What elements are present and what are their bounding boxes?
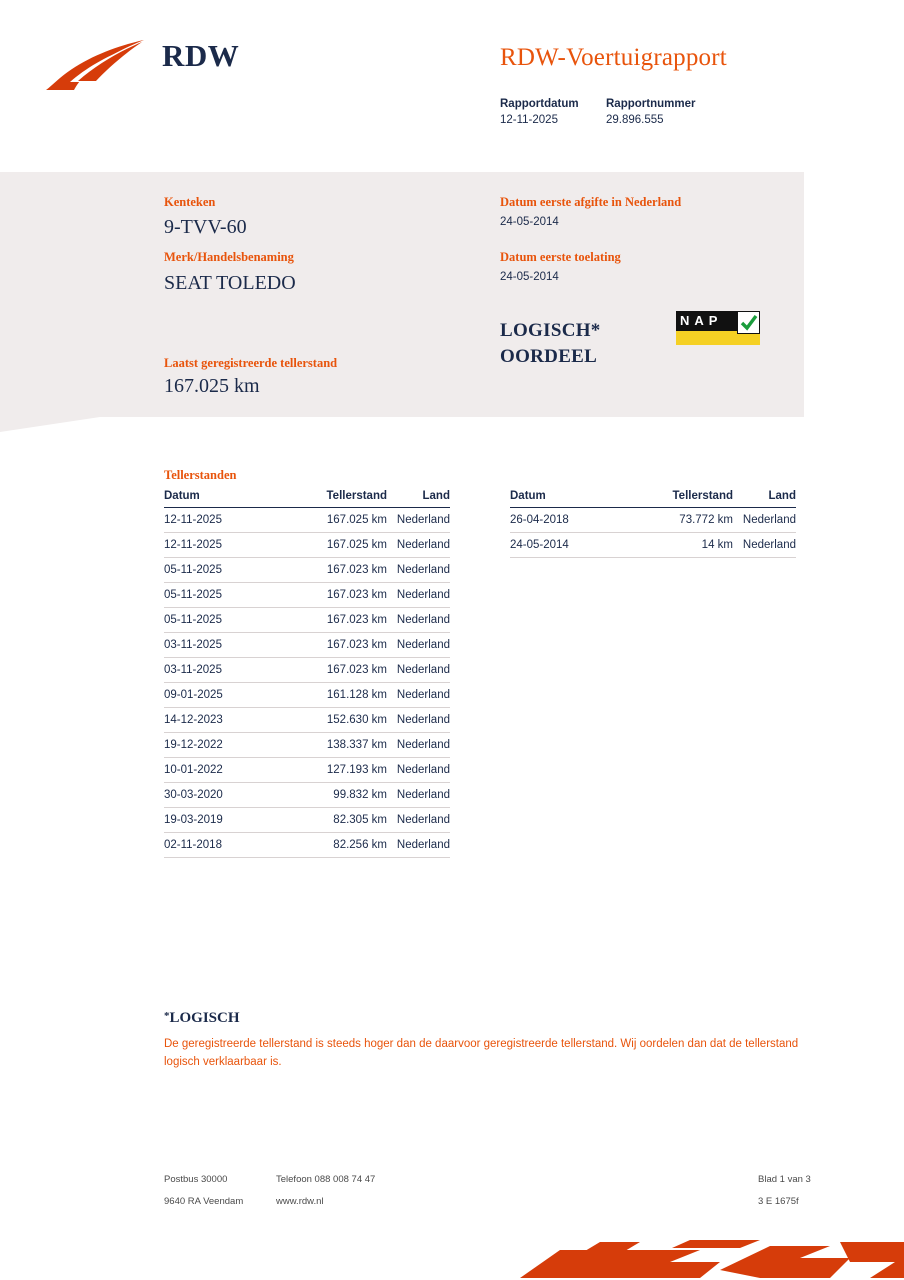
bottom-decorative-graphic (0, 1240, 904, 1280)
panel-corner-notch (0, 417, 100, 432)
rapportdatum-value: 12-11-2025 (500, 114, 558, 126)
cell-tellerstand: 127.193 km (282, 758, 387, 783)
nap-logo-text: NAP (676, 311, 760, 331)
cell-tellerstand: 152.630 km (282, 708, 387, 733)
eerste-afgifte-value: 24-05-2014 (500, 216, 559, 228)
table-row (164, 583, 450, 608)
cell-land: Nederland (387, 758, 450, 783)
cell-datum: 12-11-2025 (164, 508, 282, 533)
document-footer (0, 1160, 904, 1240)
table-row (510, 533, 796, 558)
table-row (164, 608, 450, 633)
eerste-toelating-value: 24-05-2014 (500, 271, 559, 283)
cell-land: Nederland (387, 783, 450, 808)
footnote-body: De geregistreerde tellerstand is steeds hoger dan de daarvoor geregistreerde tellerstand. Wij oordelen dan dat de tellerstand logisch verklaarbaar is. (164, 1038, 799, 1068)
footer-page-number: Blad 1 van 3 (758, 1174, 811, 1185)
cell-land: Nederland (733, 508, 796, 533)
cell-land: Nederland (387, 733, 450, 758)
footnote-title (164, 1010, 814, 1027)
cell-datum: 03-11-2025 (164, 633, 282, 658)
column-header-land: Land (387, 488, 450, 508)
cell-land: Nederland (387, 508, 450, 533)
rdw-logo (44, 34, 254, 94)
table-row (164, 758, 450, 783)
cell-tellerstand: 167.025 km (282, 508, 387, 533)
cell-land: Nederland (387, 583, 450, 608)
kenteken-value: 9-TVV-60 (164, 216, 247, 238)
table-header-row (164, 488, 450, 508)
tellerstanden-table-left (164, 488, 450, 858)
table-row (164, 708, 450, 733)
cell-tellerstand: 14 km (628, 533, 733, 558)
rapportdatum-label: Rapportdatum (500, 98, 579, 110)
cell-tellerstand: 167.023 km (282, 608, 387, 633)
tellerstanden-table-right (510, 488, 796, 558)
cell-tellerstand: 99.832 km (282, 783, 387, 808)
cell-tellerstand: 167.023 km (282, 658, 387, 683)
footer-city: 9640 RA Veendam (164, 1196, 244, 1207)
footnote (164, 1010, 814, 1071)
cell-datum: 24-05-2014 (510, 533, 628, 558)
eerste-toelating-label: Datum eerste toelating (500, 250, 621, 264)
rapportnummer-value: 29.896.555 (606, 114, 664, 126)
column-header-datum: Datum (510, 488, 628, 508)
table-row (164, 533, 450, 558)
table-row (164, 833, 450, 858)
cell-land: Nederland (387, 833, 450, 858)
cell-tellerstand: 82.256 km (282, 833, 387, 858)
column-header-tellerstand: Tellerstand (282, 488, 387, 508)
cell-tellerstand: 167.023 km (282, 558, 387, 583)
column-header-datum: Datum (164, 488, 282, 508)
nap-check-icon (737, 311, 760, 334)
cell-datum: 12-11-2025 (164, 533, 282, 558)
table-row (164, 783, 450, 808)
oordeel-line-1: LOGISCH* (500, 320, 601, 341)
oordeel-line-2: OORDEEL (500, 346, 598, 367)
cell-datum: 05-11-2025 (164, 583, 282, 608)
cell-land: Nederland (387, 633, 450, 658)
rdw-feather-logo-icon (44, 38, 149, 90)
table-row (164, 808, 450, 833)
cell-land: Nederland (387, 808, 450, 833)
footer-code: 3 E 1675f (758, 1196, 799, 1207)
nap-logo (676, 311, 760, 345)
cell-datum: 19-03-2019 (164, 808, 282, 833)
cell-datum: 30-03-2020 (164, 783, 282, 808)
cell-datum: 03-11-2025 (164, 658, 282, 683)
rapportnummer-label: Rapportnummer (606, 98, 696, 110)
footer-postbus: Postbus 30000 (164, 1174, 228, 1185)
report-meta (500, 98, 695, 126)
cell-datum: 10-01-2022 (164, 758, 282, 783)
cell-datum: 26-04-2018 (510, 508, 628, 533)
table-row (510, 508, 796, 533)
cell-datum: 02-11-2018 (164, 833, 282, 858)
kenteken-label: Kenteken (164, 195, 216, 209)
cell-land: Nederland (387, 533, 450, 558)
cell-tellerstand: 138.337 km (282, 733, 387, 758)
cell-tellerstand: 167.025 km (282, 533, 387, 558)
cell-land: Nederland (387, 658, 450, 683)
footnote-title-text: LOGISCH (169, 1010, 240, 1026)
tellerstand-label: Laatst geregistreerde tellerstand (164, 356, 338, 370)
table-row (164, 508, 450, 533)
cell-land: Nederland (733, 533, 796, 558)
merk-value: SEAT TOLEDO (164, 272, 296, 294)
column-header-land: Land (733, 488, 796, 508)
oordeel-block (500, 318, 601, 370)
cell-land: Nederland (387, 708, 450, 733)
table-row (164, 558, 450, 583)
tellerstanden-title: Tellerstanden (164, 468, 237, 482)
footer-telephone: Telefoon 088 008 74 47 (276, 1174, 376, 1185)
cell-tellerstand: 167.023 km (282, 633, 387, 658)
tellerstand-value: 167.025 km (164, 375, 260, 397)
cell-tellerstand: 161.128 km (282, 683, 387, 708)
cell-land: Nederland (387, 608, 450, 633)
table-header-row (510, 488, 796, 508)
column-header-tellerstand: Tellerstand (628, 488, 733, 508)
cell-datum: 05-11-2025 (164, 558, 282, 583)
cell-tellerstand: 167.023 km (282, 583, 387, 608)
cell-tellerstand: 82.305 km (282, 808, 387, 833)
cell-datum: 14-12-2023 (164, 708, 282, 733)
cell-land: Nederland (387, 558, 450, 583)
vehicle-summary-panel (0, 172, 804, 417)
merk-label: Merk/Handelsbenaming (164, 250, 294, 264)
document-header (0, 0, 904, 172)
report-title: RDW-Voertuigrapport (500, 44, 727, 71)
table-row (164, 683, 450, 708)
cell-datum: 09-01-2025 (164, 683, 282, 708)
cell-datum: 05-11-2025 (164, 608, 282, 633)
footnote-star: * (164, 1010, 170, 1022)
footer-website[interactable]: www.rdw.nl (276, 1196, 324, 1207)
cell-land: Nederland (387, 683, 450, 708)
eerste-afgifte-label: Datum eerste afgifte in Nederland (500, 195, 682, 209)
cell-datum: 19-12-2022 (164, 733, 282, 758)
cell-tellerstand: 73.772 km (628, 508, 733, 533)
rdw-logo-text: RDW (162, 38, 240, 73)
table-row (164, 633, 450, 658)
table-row (164, 733, 450, 758)
table-row (164, 658, 450, 683)
